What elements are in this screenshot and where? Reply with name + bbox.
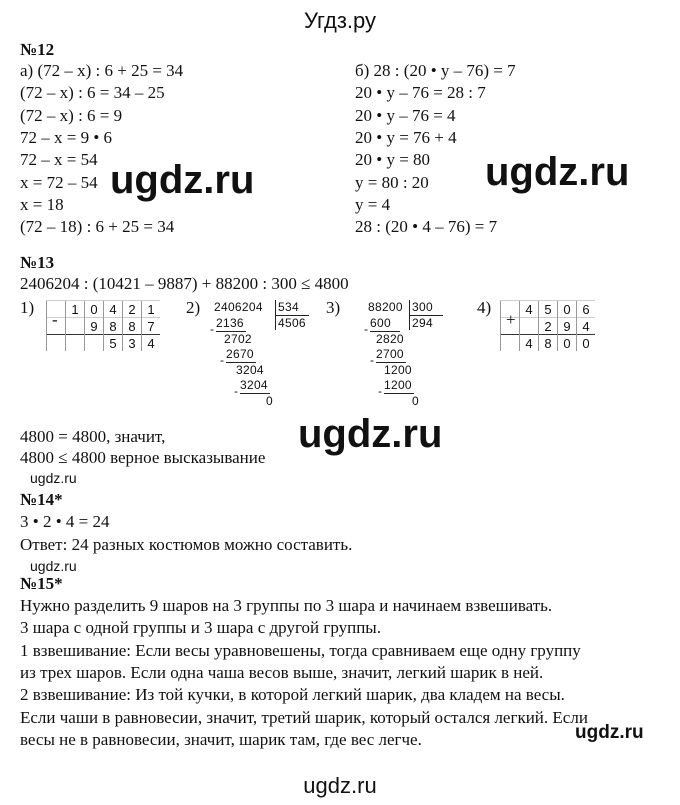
divisor: 534 (278, 300, 299, 314)
equation-line: у = 4 (355, 194, 391, 214)
digit-cell: 6 (577, 301, 596, 318)
digit-cell: 0 (558, 301, 577, 318)
paragraph-line: 2 взвешивание: Из той кучки, в которой легкий шарик, два кладем на весы. (20, 685, 565, 705)
watermark: ugdz.ru (298, 412, 443, 456)
digit-cell: 5 (539, 301, 558, 318)
digit-cell (85, 335, 104, 352)
task-12-title: №12 (20, 40, 55, 59)
digit-cell: 0 (85, 301, 104, 318)
dividend: 2406204 (214, 300, 263, 314)
digit-cell: 1 (142, 301, 161, 318)
divisor: 300 (412, 300, 433, 314)
digit-cell: 2 (123, 301, 142, 318)
equation-line: 72 – х = 9 • 6 (20, 127, 113, 147)
minus-sign: - (234, 384, 239, 398)
page-footer: ugdz.ru (303, 773, 377, 798)
quotient: 4506 (278, 316, 306, 330)
equation-line: 28 : (20 • 4 – 76) = 7 (355, 217, 498, 237)
equation-line: 20 • у = 80 (355, 150, 431, 170)
step-label: 4) (477, 298, 492, 317)
equation-line: 72 – х = 54 (20, 150, 98, 170)
minus-sign: - (364, 322, 369, 336)
task-14-line-1: 3 • 2 • 4 = 24 (20, 512, 110, 531)
equation-line: 20 • у – 76 = 28 : 7 (355, 83, 486, 103)
division-step: 0 (412, 393, 419, 408)
digit-cell: 7 (142, 318, 161, 335)
watermark: ugdz.ru (110, 158, 255, 202)
equation-line: 20 • у = 76 + 4 (355, 127, 457, 147)
equation-line: а) (72 – х) : 6 + 25 = 34 (20, 61, 184, 80)
watermark: ugdz.ru (30, 558, 77, 574)
division-step: 0 (266, 393, 273, 408)
division-step: 3204 (240, 378, 268, 392)
digit-cell: 8 (539, 335, 558, 352)
equation-line: (72 – х) : 6 = 34 – 25 (20, 83, 165, 103)
task-13-expression: 2406204 : (10421 – 9887) + 88200 : 300 ≤ 4800 (20, 274, 349, 293)
equation-line: х = 72 – 54 (20, 172, 98, 192)
digit-cell: 8 (123, 318, 142, 335)
digit-cell (66, 318, 85, 335)
division-step: 2136 (216, 316, 244, 330)
watermark: ugdz.ru (575, 722, 644, 743)
task-13-title: №13 (20, 253, 55, 272)
division-step: 2702 (224, 331, 252, 346)
digit-cell (66, 335, 85, 352)
digit-cell: 5 (104, 335, 123, 352)
division-step: 600 (370, 316, 391, 330)
step-label: 1) (20, 298, 35, 317)
task-14-title: №14* (20, 490, 63, 509)
paragraph-line: 1 взвешивание: Если весы уравновешены, тогда сравниваем еще одну группу (20, 640, 581, 660)
digit-cell: 8 (104, 318, 123, 335)
minus-sign: - (370, 353, 375, 367)
minus-sign: - (210, 322, 215, 336)
equation-line: у = 80 : 20 (355, 172, 429, 192)
digit-cell: 9 (85, 318, 104, 335)
equation-line: 20 • у – 76 = 4 (355, 105, 456, 125)
page-header: Угдз.ру (303, 8, 377, 33)
digit-cell: 4 (520, 301, 539, 318)
minus-sign: - (378, 384, 383, 398)
digit-cell: 4 (142, 335, 161, 352)
paragraph-line: Нужно разделить 9 шаров на 3 группы по 3 шара и начинаем взвешивать. (20, 596, 553, 615)
digit-cell: 0 (558, 335, 577, 352)
digit-cell: 4 (577, 318, 596, 335)
watermark: ugdz.ru (485, 150, 630, 194)
subtraction-column (46, 300, 160, 351)
watermark: ugdz.ru (30, 470, 77, 486)
minus-sign: - (220, 353, 225, 367)
plus-sign: + (506, 310, 516, 329)
quotient: 294 (412, 316, 433, 330)
step-label: 3) (326, 298, 341, 317)
division-step: 3204 (236, 362, 264, 377)
digit-cell (520, 318, 539, 335)
digit-cell: 2 (539, 318, 558, 335)
division-bar (275, 315, 309, 316)
division-bar (409, 315, 443, 316)
task-15-title: №15* (20, 574, 63, 593)
digit-cell: 0 (577, 335, 596, 352)
equation-line: б) 28 : (20 • у – 76) = 7 (355, 61, 516, 80)
division-step: 2670 (226, 347, 254, 361)
task-13-conclusion-1: 4800 = 4800, значит, (20, 427, 166, 446)
digit-cell: 1 (66, 301, 85, 318)
digit-cell: 4 (520, 335, 539, 352)
task-14-answer: Ответ: 24 разных костюмов можно составить. (20, 535, 353, 554)
digit-cell: 4 (104, 301, 123, 318)
equation-line: (72 – 18) : 6 + 25 = 34 (20, 217, 175, 237)
step-label: 2) (186, 298, 201, 317)
division-step: 2700 (376, 347, 404, 361)
digit-cell: 3 (123, 335, 142, 352)
paragraph-line: 3 шара с одной группы и 3 шара с другой группы. (20, 618, 381, 638)
paragraph-line: весы не в равновесии, значит, шарик там, где вес легче. (20, 729, 422, 749)
paragraph-line: Если чаши в равновесии, значит, третий шарик, который остался легкий. Если (20, 707, 588, 727)
division-step: 1200 (384, 378, 412, 392)
division-step: 1200 (384, 362, 412, 377)
task-13-conclusion-2: 4800 ≤ 4800 верное высказывание (20, 448, 266, 467)
equation-line: (72 – х) : 6 = 9 (20, 105, 123, 125)
digit-cell (47, 335, 66, 352)
dividend: 88200 (368, 300, 403, 314)
minus-sign: - (52, 310, 58, 329)
digit-cell (501, 335, 520, 352)
division-step: 2820 (376, 331, 404, 346)
equation-line: х = 18 (20, 194, 64, 214)
paragraph-line: из трех шаров. Если одна чаша весов выше, значит, легкий шарик в ней. (20, 662, 544, 682)
digit-cell: 9 (558, 318, 577, 335)
subtraction-line (384, 393, 414, 394)
